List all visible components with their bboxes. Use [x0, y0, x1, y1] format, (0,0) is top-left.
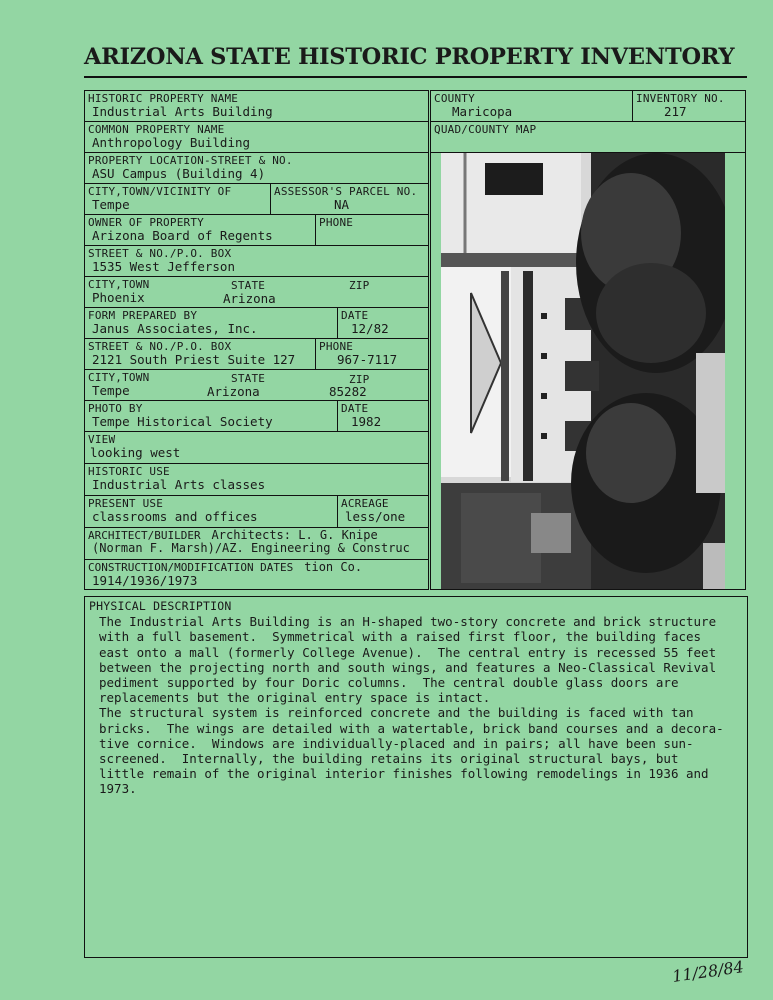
parcel-label: ASSESSOR'S PARCEL NO.	[274, 185, 418, 198]
common-name-value: Anthropology Building	[92, 135, 251, 150]
county-label: COUNTY	[434, 92, 475, 105]
owner-street-label: STREET & NO./P.O. BOX	[88, 247, 232, 260]
prep-state-label: STATE	[231, 372, 266, 385]
owner-label: OWNER OF PROPERTY	[88, 216, 204, 229]
owner-city-label: CITY,TOWN	[88, 278, 150, 291]
present-use-cell	[84, 495, 338, 528]
historic-name-label: HISTORIC PROPERTY NAME	[88, 92, 239, 105]
historic-name-cell	[84, 90, 429, 122]
owner-phone-label: PHONE	[319, 216, 354, 229]
historic-use-cell	[84, 463, 429, 496]
owner-state-label: STATE	[231, 279, 266, 292]
prep-phone-label: PHONE	[319, 340, 354, 353]
handwritten-date: 11/28/84	[671, 957, 745, 986]
building-photo-image	[441, 153, 725, 589]
prepared-by-cell	[84, 307, 338, 339]
historic-use-label: HISTORIC USE	[88, 465, 170, 478]
view-cell	[84, 431, 429, 464]
owner-street-value: 1535 West Jefferson	[92, 259, 235, 274]
county-value: Maricopa	[452, 104, 513, 119]
building-photo	[441, 153, 725, 589]
inventory-no-label: INVENTORY NO.	[636, 92, 725, 105]
city-vicinity-cell	[84, 183, 271, 215]
prep-city-value: Tempe	[92, 383, 130, 398]
physical-description-text: The Industrial Arts Building is an H-shaped two-story concrete and brick structure with a full basement. Symmetrical with a raised first floor, the building faces east onto a mall (formerly College Avenue). The central entry is recessed 55 feet between the projecting north and south wings, and features a Neo-Classical Revival pediment supported by four Doric columns. The central double glass doors are replacements but the original entry space is intact. The structural system is reinforced concrete and the building is faced with tan bricks. The wings are detailed with a watertable, brick band courses and a decora- tive cornice. Windows are individually-placed and in pairs; all have been sun- screened. Internally, the building retains its original structural bays, but little remain of the original interior finishes following remodelings in 1936 and 1973.	[99, 614, 724, 797]
title-rule	[84, 76, 747, 78]
prep-city-cell	[84, 369, 429, 401]
location-label: PROPERTY LOCATION-STREET & NO.	[88, 154, 293, 167]
inventory-no-value: 217	[664, 104, 687, 119]
location-cell	[84, 152, 429, 184]
dates-value: 1914/1936/1973	[92, 573, 198, 588]
county-cell	[430, 90, 633, 122]
architect-label: ARCHITECT/BUILDER	[88, 529, 201, 542]
prepared-date-cell	[337, 307, 429, 339]
quad-map-cell	[430, 121, 746, 153]
owner-state-value: Arizona	[223, 291, 276, 306]
prep-phone-cell	[315, 338, 429, 370]
common-name-label: COMMON PROPERTY NAME	[88, 123, 225, 136]
prepared-date-label: DATE	[341, 309, 369, 322]
owner-city-value: Phoenix	[92, 290, 145, 305]
historic-use-value: Industrial Arts classes	[92, 477, 266, 492]
acreage-label: ACREAGE	[341, 497, 389, 510]
photo-by-label: PHOTO BY	[88, 402, 143, 415]
view-label: VIEW	[88, 433, 116, 446]
dates-cell	[84, 559, 429, 590]
prepared-date-value: 12/82	[351, 321, 389, 336]
prep-phone-value: 967-7117	[337, 352, 398, 367]
location-value: ASU Campus (Building 4)	[92, 166, 266, 181]
city-vicinity-value: Tempe	[92, 197, 130, 212]
present-use-label: PRESENT USE	[88, 497, 164, 510]
historic-name-value: Industrial Arts Building	[92, 104, 273, 119]
dates-suffix: tion Co.	[304, 560, 363, 574]
prep-street-cell	[84, 338, 316, 370]
architect-value: Architects: L. G. Knipe	[211, 528, 378, 542]
photo-by-value: Tempe Historical Society	[92, 414, 273, 429]
present-use-value: classrooms and offices	[92, 509, 258, 524]
architect-value-2: (Norman F. Marsh)/AZ. Engineering & Construc	[92, 541, 410, 555]
owner-value: Arizona Board of Regents	[92, 228, 273, 243]
owner-zip-label: ZIP	[349, 279, 370, 292]
prep-zip-label: ZIP	[349, 373, 370, 386]
prep-zip-value: 85282	[329, 384, 367, 399]
form-title: ARIZONA STATE HISTORIC PROPERTY INVENTORY	[84, 44, 735, 70]
physical-description-box	[84, 596, 748, 958]
prepared-by-label: FORM PREPARED BY	[88, 309, 198, 322]
owner-cell	[84, 214, 316, 246]
prep-street-label: STREET & NO./P.O. BOX	[88, 340, 232, 353]
physical-description-label: PHYSICAL DESCRIPTION	[89, 599, 232, 613]
architect-cell	[84, 527, 429, 560]
parcel-cell	[270, 183, 429, 215]
photo-date-label: DATE	[341, 402, 369, 415]
parcel-value: NA	[334, 197, 350, 212]
inventory-no-cell	[632, 90, 746, 122]
photo-by-cell	[84, 400, 338, 432]
photo-date-cell	[337, 400, 429, 432]
owner-street-cell	[84, 245, 429, 277]
dates-label: CONSTRUCTION/MODIFICATION DATES	[88, 561, 294, 574]
prep-street-value: 2121 South Priest Suite 127	[92, 352, 296, 367]
prep-city-label: CITY,TOWN	[88, 371, 150, 384]
quad-map-label: QUAD/COUNTY MAP	[434, 123, 537, 136]
acreage-value: less/one	[345, 509, 406, 524]
owner-city-cell	[84, 276, 429, 308]
view-value: looking west	[90, 445, 181, 460]
prep-state-value: Arizona	[207, 384, 260, 399]
photo-date-value: 1982	[351, 414, 382, 429]
city-vicinity-label: CITY,TOWN/VICINITY OF	[88, 185, 232, 198]
acreage-cell	[337, 495, 429, 528]
owner-phone-cell	[315, 214, 429, 246]
common-name-cell	[84, 121, 429, 153]
prepared-by-value: Janus Associates, Inc.	[92, 321, 258, 336]
